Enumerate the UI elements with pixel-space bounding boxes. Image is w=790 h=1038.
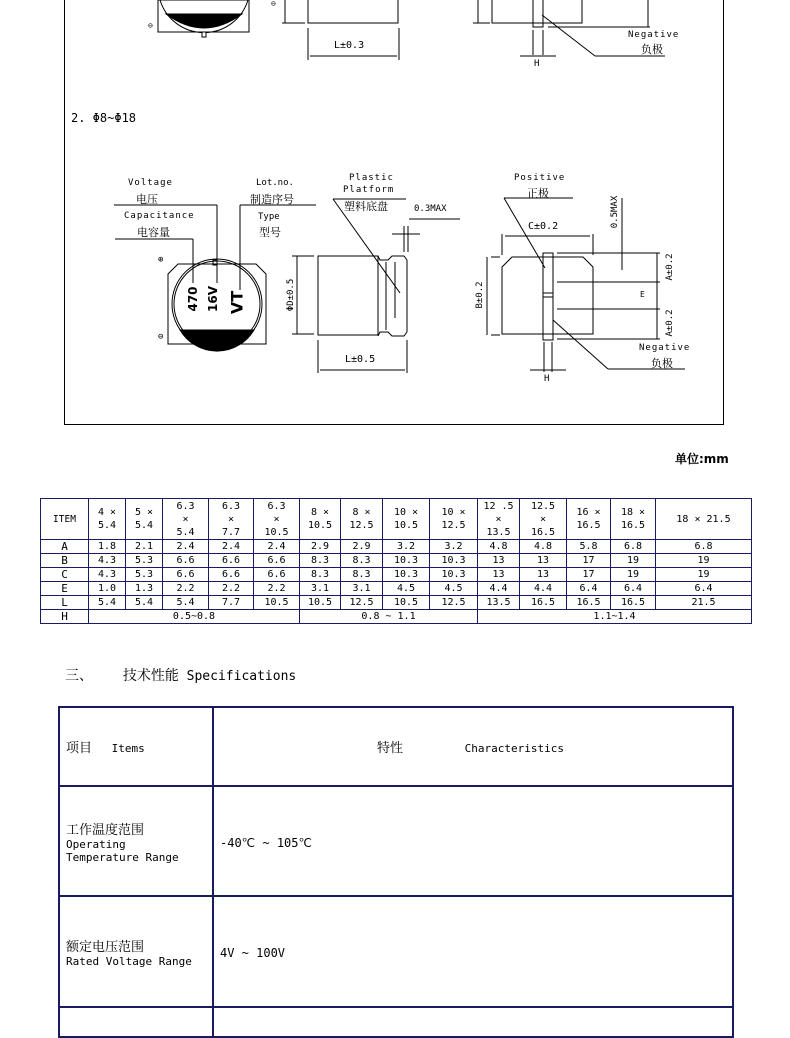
table-cell: 10.3 [430, 568, 478, 582]
header-size-line: 12.5 [441, 520, 466, 531]
lot-label-en: Lot.no. [256, 178, 294, 188]
table-cell: 7.7 [209, 596, 254, 610]
spec-name-en-2: Temperature Range [66, 850, 179, 864]
spec-row [59, 896, 733, 1007]
table-cell: 6.4 [611, 582, 656, 596]
header-size [430, 499, 478, 540]
spec-name-en-1: Operating [66, 837, 126, 851]
minus-mark-top2: ⊖ [271, 0, 276, 8]
dim-B-label: B±0.2 [475, 281, 485, 309]
table-cell: 5.4 [126, 596, 163, 610]
spec-row-value [213, 1007, 733, 1037]
char-en: Characteristics [464, 742, 564, 755]
table-cell: 3.1 [341, 582, 383, 596]
table-cell: 8.3 [300, 554, 341, 568]
header-size-line: 12.5 [530, 500, 556, 512]
header-size-line: 18 × [620, 507, 646, 518]
header-size-line: × [182, 513, 189, 525]
table-cell: 16.5 [611, 596, 656, 610]
row-item: C [41, 568, 89, 582]
capacitance-label-cn: 电容量 [137, 226, 170, 239]
table-cell: 19 [656, 568, 752, 582]
header-size-line: 12 .5 [483, 500, 514, 512]
table-row [41, 540, 752, 554]
table-cell: 6.6 [209, 554, 254, 568]
header-size-line: × [273, 513, 280, 525]
voltage-label-en: Voltage [128, 178, 173, 188]
char-cn: 特性 [377, 741, 404, 756]
h-range-cell: 0.8 ~ 1.1 [300, 610, 478, 624]
plastic-label-en-1: Plastic [349, 173, 394, 183]
header-size [520, 499, 567, 540]
header-size-line: 13.5 [486, 526, 511, 538]
top-negative-en: Negative [628, 30, 680, 40]
table-cell: 13 [478, 568, 520, 582]
table-cell: 4.4 [520, 582, 567, 596]
table-cell: 2.2 [163, 582, 209, 596]
spec-name-cn: 工作温度范围 [66, 822, 145, 838]
header-size [341, 499, 383, 540]
header-size-line: 5.4 [176, 526, 195, 538]
header-size-line: 6.3 [176, 500, 195, 512]
header-size-line: 5.4 [134, 520, 154, 531]
table-cell: 6.6 [163, 554, 209, 568]
plastic-label-cn: 塑料底盘 [344, 200, 388, 213]
header-item: ITEM [41, 499, 89, 540]
minus-mark-top: ⊖ [148, 21, 153, 30]
header-size [478, 499, 520, 540]
table-cell: 6.6 [254, 568, 300, 582]
spec-name-cn: 额定电压范围 [66, 939, 145, 955]
table-cell: 1.3 [126, 582, 163, 596]
table-cell: 12.5 [430, 596, 478, 610]
top-partial-bottom-view [473, 0, 665, 56]
header-size [300, 499, 341, 540]
header-size [163, 499, 209, 540]
table-cell: 10.3 [430, 554, 478, 568]
marking-voltage: 16V [206, 286, 220, 312]
table-cell: 10.5 [254, 596, 300, 610]
table-cell: 8.3 [341, 568, 383, 582]
bottom-max-label: 0.5MAX [610, 195, 620, 229]
positive-label-en: Positive [514, 173, 566, 183]
table-cell: 4.4 [478, 582, 520, 596]
table-cell: 2.9 [300, 540, 341, 554]
spec-header-row [59, 707, 733, 786]
marking-capacitance: 470 [186, 286, 200, 312]
table-cell: 2.2 [209, 582, 254, 596]
table-cell: 19 [611, 568, 656, 582]
table-cell: 5.8 [567, 540, 611, 554]
top-dim-H: H [534, 59, 540, 69]
spec-header-characteristics [213, 707, 733, 786]
table-cell: 17 [567, 568, 611, 582]
dimension-table [40, 498, 752, 624]
capacitance-label-en: Capacitance [124, 211, 195, 221]
header-size-line: 5 × [134, 507, 154, 518]
table-cell: 1.0 [89, 582, 126, 596]
table-cell: 2.9 [341, 540, 383, 554]
top-partial-side-view [282, 0, 399, 60]
dim-H-label: H [544, 374, 550, 384]
header-size-line: 18 × 21.5 [676, 513, 731, 525]
header-size-line: 16.5 [530, 526, 556, 538]
table-cell: 2.4 [209, 540, 254, 554]
spec-section-title [65, 665, 296, 685]
table-cell: 6.8 [656, 540, 752, 554]
spec-row [59, 786, 733, 896]
table-cell: 5.3 [126, 554, 163, 568]
spec-row-partial [59, 1007, 733, 1037]
header-size [209, 499, 254, 540]
table-row-h [41, 610, 752, 624]
header-size-line: × [495, 513, 502, 525]
table-cell: 3.1 [300, 582, 341, 596]
table-row [41, 596, 752, 610]
spec-row-name [59, 1007, 213, 1037]
table-cell: 4.5 [430, 582, 478, 596]
header-size-line: 5.4 [97, 520, 117, 531]
header-size [567, 499, 611, 540]
table-cell: 3.2 [383, 540, 430, 554]
table-cell: 16.5 [520, 596, 567, 610]
row-item: L [41, 596, 89, 610]
header-size-line: 8 × [352, 507, 371, 518]
table-cell: 5.3 [126, 568, 163, 582]
minus-mark: ⊖ [158, 332, 164, 342]
table-cell: 2.2 [254, 582, 300, 596]
type-label-cn: 型号 [259, 226, 281, 239]
section-label: 2. Φ8~Φ18 [71, 111, 137, 125]
header-size-line: × [539, 513, 547, 525]
spec-title-cn: 技术性能 [122, 668, 179, 684]
row-item: E [41, 582, 89, 596]
table-cell: 8.3 [341, 554, 383, 568]
header-size-line: 16.5 [620, 520, 646, 531]
header-size [611, 499, 656, 540]
dim-D-label: ΦD±0.5 [286, 278, 296, 312]
voltage-label-cn: 电压 [136, 193, 158, 206]
table-cell: 6.4 [656, 582, 752, 596]
row-item: B [41, 554, 89, 568]
table-cell: 2.1 [126, 540, 163, 554]
header-size-line: 10 × [393, 507, 419, 518]
header-size-line: 8 × [310, 507, 330, 518]
header-size [254, 499, 300, 540]
header-size-line: 12.5 [349, 520, 374, 531]
h-range-cell: 0.5~0.8 [89, 610, 300, 624]
negative-label-cn: 负极 [651, 357, 673, 370]
items-en: Items [111, 742, 145, 755]
table-cell: 16.5 [567, 596, 611, 610]
table-cell: 13 [478, 554, 520, 568]
spec-table [58, 706, 734, 1038]
table-cell: 5.4 [163, 596, 209, 610]
table-cell: 8.3 [300, 568, 341, 582]
header-size-line: 10.5 [307, 520, 333, 531]
spec-row-name [59, 786, 213, 896]
lot-label-cn: 制造序号 [250, 193, 294, 206]
header-size [656, 499, 752, 540]
table-row [41, 582, 752, 596]
h-range-cell: 1.1~1.4 [478, 610, 752, 624]
table-cell: 6.6 [254, 554, 300, 568]
header-size-line: 6.3 [221, 500, 241, 512]
header-size [89, 499, 126, 540]
plus-mark: ⊕ [158, 255, 164, 265]
row-item: A [41, 540, 89, 554]
header-size-line: 16.5 [576, 520, 601, 531]
dim-A2-label: A±0.2 [665, 309, 675, 337]
header-size-line: 10.5 [264, 526, 289, 538]
table-cell: 10.3 [383, 568, 430, 582]
positive-label-cn: 正极 [527, 187, 549, 200]
dim-L-label: L±0.5 [345, 354, 376, 365]
header-size [126, 499, 163, 540]
table-cell: 21.5 [656, 596, 752, 610]
dim-C-label: C±0.2 [528, 221, 559, 232]
table-cell: 5.4 [89, 596, 126, 610]
spec-row-value [213, 786, 733, 896]
table-cell: 17 [567, 554, 611, 568]
table-cell: 2.4 [163, 540, 209, 554]
table-cell: 19 [611, 554, 656, 568]
top-dim-L: L±0.3 [334, 40, 365, 51]
spec-header-items [59, 707, 213, 786]
table-cell: 4.8 [520, 540, 567, 554]
items-cn: 项目 [66, 741, 93, 756]
top-partial-capacitor [158, 0, 249, 37]
table-cell: 6.8 [611, 540, 656, 554]
header-size-line: 10 × [441, 507, 466, 518]
dim-E-label: E [640, 290, 645, 299]
table-cell: 6.6 [163, 568, 209, 582]
table-cell: 3.2 [430, 540, 478, 554]
table-cell: 4.3 [89, 568, 126, 582]
spec-value: 4V ~ 100V [220, 946, 286, 960]
table-cell: 10.3 [383, 554, 430, 568]
header-size-line: 16 × [576, 507, 601, 518]
marking-type: VT [227, 290, 247, 315]
dim-A1-label: A±0.2 [665, 253, 675, 281]
table-row [41, 568, 752, 582]
spec-name-en-1: Rated Voltage Range [66, 954, 192, 968]
spec-row-value [213, 896, 733, 1007]
header-size-line: 7.7 [221, 526, 241, 538]
table-cell: 4.8 [478, 540, 520, 554]
table-cell: 13 [520, 554, 567, 568]
negative-label-en: Negative [639, 343, 691, 353]
table-cell: 10.5 [383, 596, 430, 610]
header-size [383, 499, 430, 540]
spec-title-en: Specifications [186, 669, 297, 684]
header-size-line: 4 × [97, 507, 117, 518]
table-cell: 4.5 [383, 582, 430, 596]
table-cell: 6.4 [567, 582, 611, 596]
table-header-row [41, 499, 752, 540]
spec-title-num: 三、 [65, 668, 93, 684]
table-row [41, 554, 752, 568]
capacitor-side-view [292, 199, 460, 373]
table-cell: 4.3 [89, 554, 126, 568]
table-cell: 1.8 [89, 540, 126, 554]
type-label-en: Type [258, 212, 280, 222]
header-size-line: 6.3 [267, 500, 286, 512]
table-cell: 10.5 [300, 596, 341, 610]
table-cell: 12.5 [341, 596, 383, 610]
table-cell: 19 [656, 554, 752, 568]
table-cell: 13.5 [478, 596, 520, 610]
table-cell: 2.4 [254, 540, 300, 554]
row-item: H [41, 610, 89, 624]
top-negative-cn: 负极 [641, 43, 663, 56]
unit-label: 单位:mm [675, 452, 729, 466]
spec-row-name [59, 896, 213, 1007]
side-max-label: 0.3MAX [414, 204, 447, 214]
spec-value: -40℃ ~ 105℃ [220, 835, 312, 850]
plastic-label-en-2: Platform [343, 185, 395, 195]
header-size-line: × [227, 513, 235, 525]
table-cell: 13 [520, 568, 567, 582]
header-size-line: 10.5 [393, 520, 419, 531]
table-cell: 6.6 [209, 568, 254, 582]
